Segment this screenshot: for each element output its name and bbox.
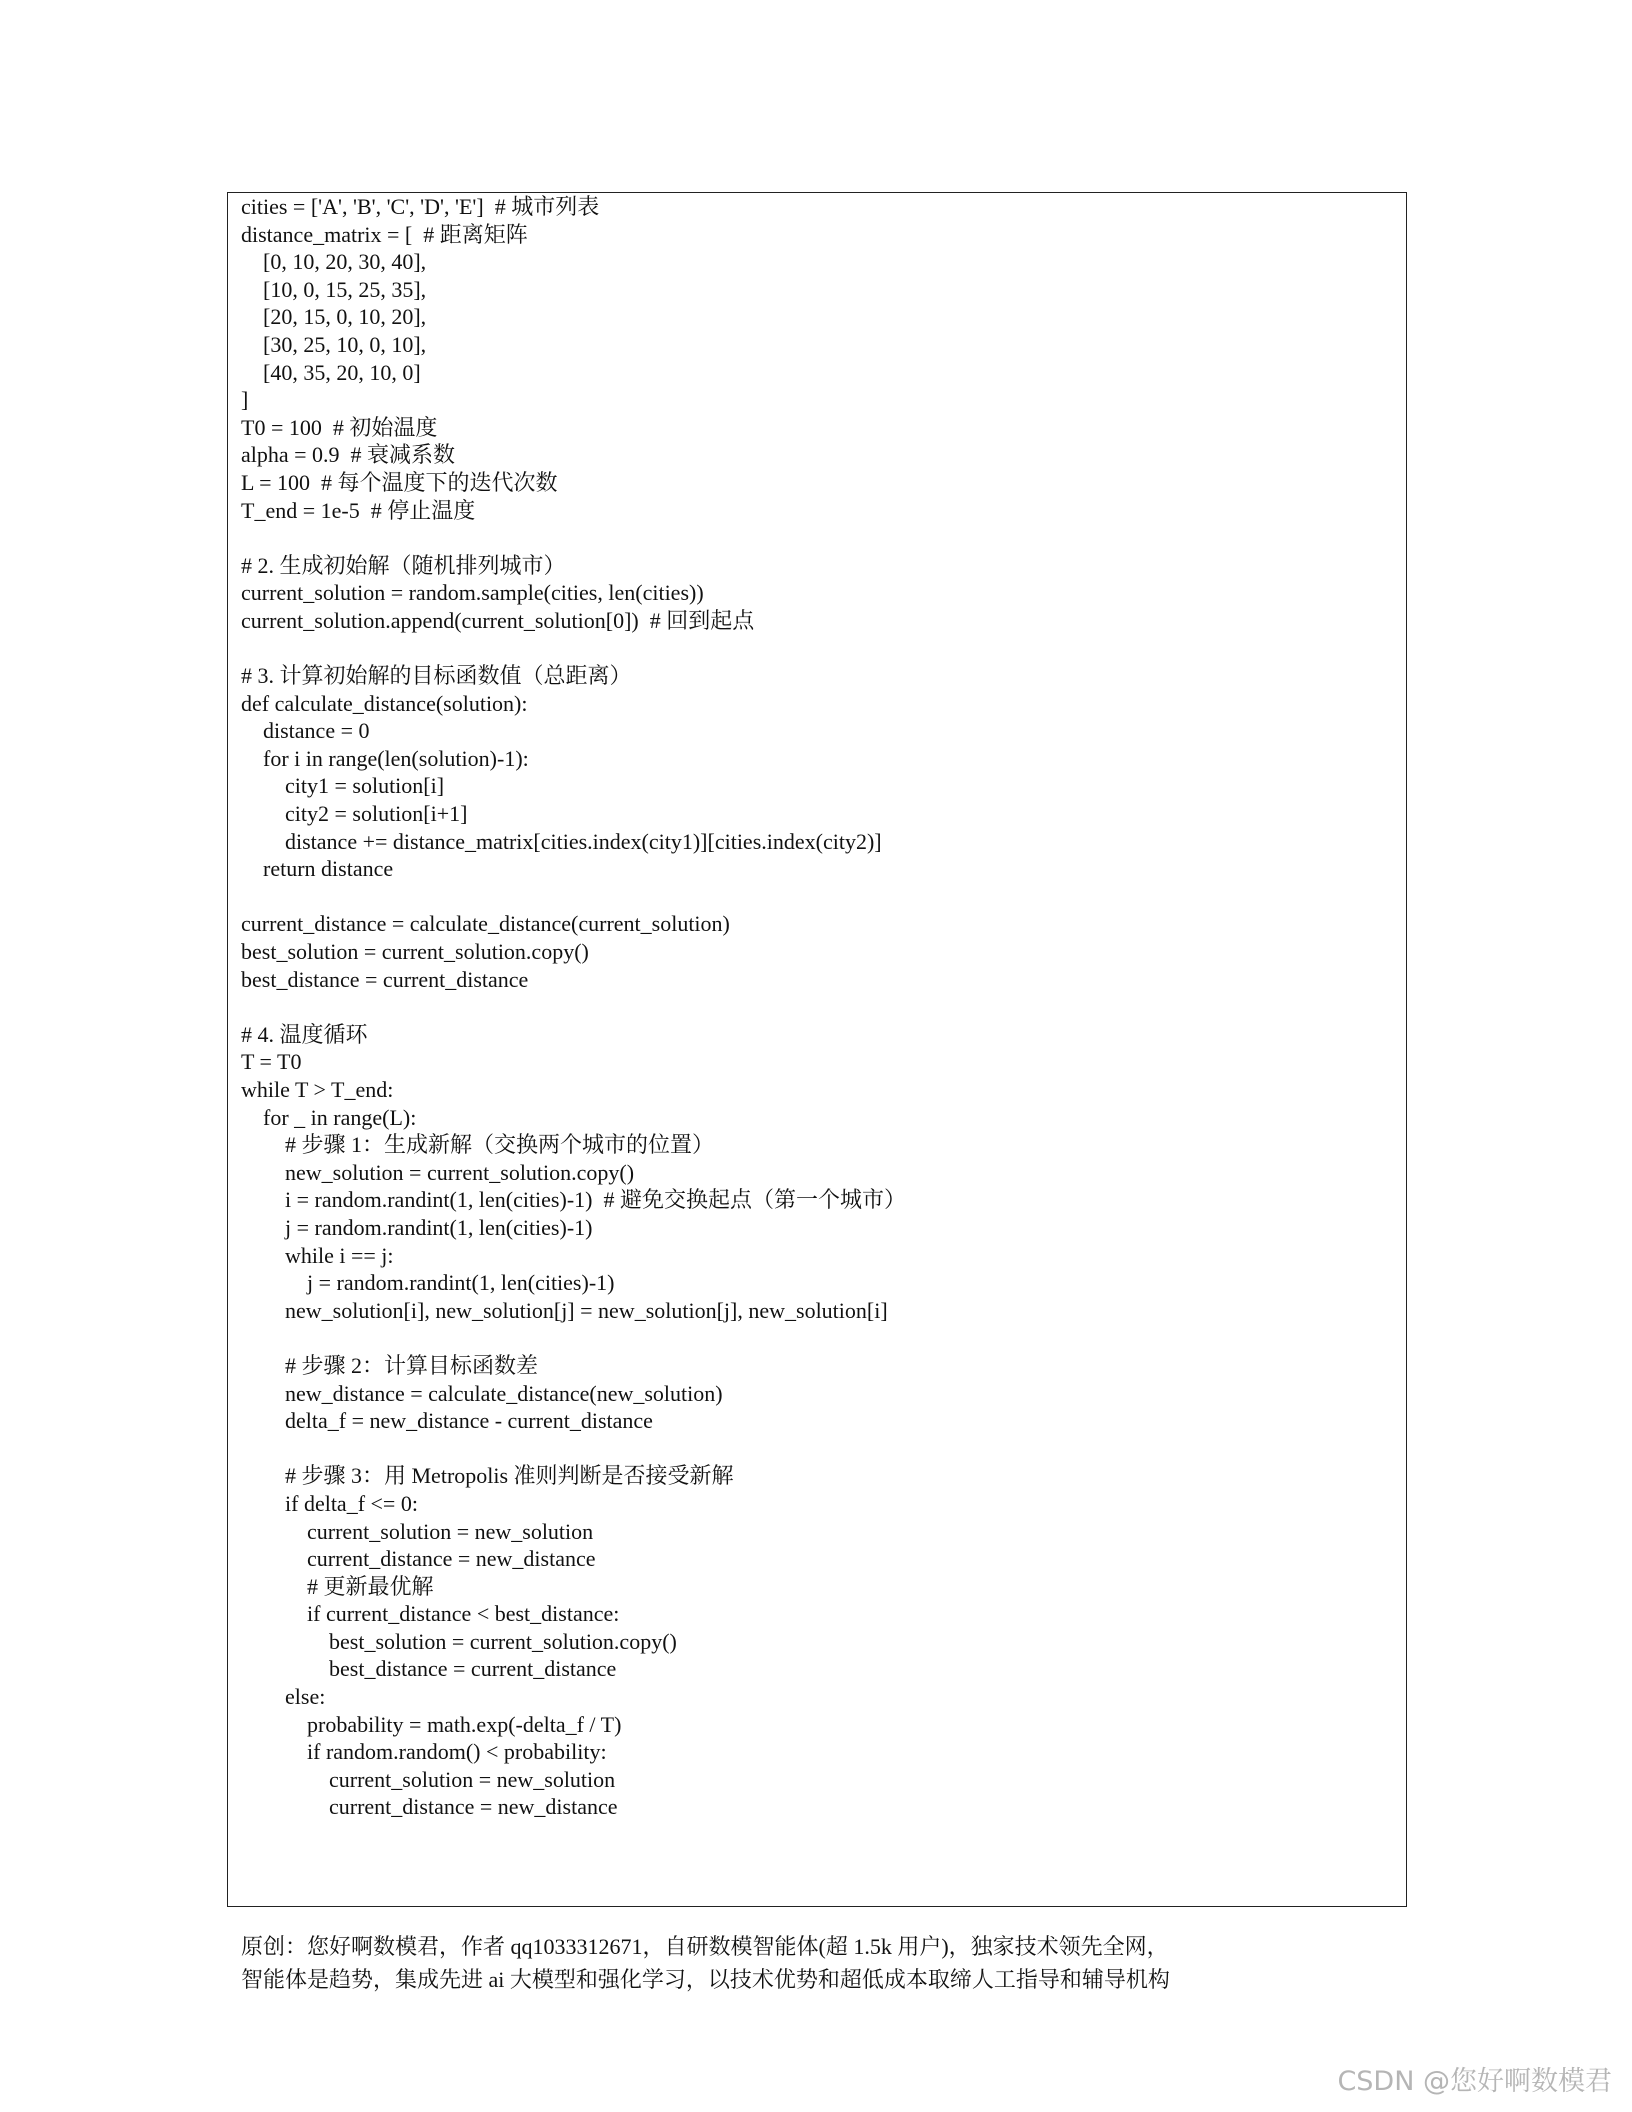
code-line: city2 = solution[i+1]	[241, 801, 468, 827]
code-line: L = 100 # 每个温度下的迭代次数	[241, 469, 558, 495]
code-line	[241, 993, 906, 1021]
code-line: # 步骤 2：计算目标函数差	[241, 1352, 539, 1378]
code-line: T = T0	[241, 1049, 302, 1075]
author-note	[241, 1930, 1170, 1996]
code-line: # 3. 计算初始解的目标函数值（总距离）	[241, 663, 632, 689]
code-line	[241, 635, 906, 663]
code-line: for _ in range(L):	[241, 1104, 417, 1130]
code-line: best_distance = current_distance	[241, 1656, 617, 1682]
code-line: current_solution = new_solution	[241, 1518, 594, 1544]
code-line: current_distance = new_distance	[241, 1546, 596, 1572]
csdn-watermark: CSDN @您好啊数模君	[1337, 2066, 1612, 2097]
code-line: distance += distance_matrix[cities.index(city1)][cities.index(city2)]	[241, 828, 882, 854]
code-line: # 4. 温度循环	[241, 1021, 368, 1047]
code-line: j = random.randint(1, len(cities)-1)	[241, 1214, 593, 1240]
code-line	[241, 1435, 906, 1463]
code-line: def calculate_distance(solution):	[241, 690, 528, 716]
code-line: # 2. 生成初始解（随机排列城市）	[241, 552, 566, 578]
code-line: probability = math.exp(-delta_f / T)	[241, 1711, 622, 1737]
code-line: # 步骤 1：生成新解（交换两个城市的位置）	[241, 1132, 715, 1158]
code-line	[241, 1324, 906, 1352]
author-note-line-1: 原创：您好啊数模君，作者 qq1033312671，自研数模智能体(超 1.5k 用户)，独家技术领先全网，	[241, 1934, 1169, 1959]
code-line: [30, 25, 10, 0, 10],	[241, 331, 427, 357]
code-line: if random.random() < probability:	[241, 1739, 607, 1765]
code-line: current_distance = calculate_distance(current_solution)	[241, 911, 730, 937]
code-lines	[241, 193, 906, 1821]
code-line: # 步骤 3：用 Metropolis 准则判断是否接受新解	[241, 1463, 734, 1489]
code-line: while i == j:	[241, 1242, 394, 1268]
code-line	[241, 883, 906, 911]
code-line: delta_f = new_distance - current_distance	[241, 1408, 653, 1434]
code-line: alpha = 0.9 # 衰减系数	[241, 442, 456, 468]
code-line: T0 = 100 # 初始温度	[241, 414, 438, 440]
code-line: current_solution.append(current_solution[0]) # 回到起点	[241, 607, 755, 633]
code-line: best_solution = current_solution.copy()	[241, 1628, 677, 1654]
code-line: current_solution = random.sample(cities, len(cities))	[241, 580, 704, 606]
code-line: ]	[241, 387, 249, 413]
code-line: if delta_f <= 0:	[241, 1490, 418, 1516]
code-line: [20, 15, 0, 10, 20],	[241, 304, 427, 330]
code-line: new_solution = current_solution.copy()	[241, 1159, 635, 1185]
code-line: best_solution = current_solution.copy()	[241, 939, 589, 965]
code-line: while T > T_end:	[241, 1077, 394, 1102]
code-line: cities = ['A', 'B', 'C', 'D', 'E'] # 城市列表	[241, 194, 600, 219]
author-note-line-2: 智能体是趋势，集成先进 ai 大模型和强化学习，以技术优势和超低成本取缔人工指导和辅导机构	[241, 1967, 1170, 1992]
code-line	[241, 524, 906, 552]
code-line: else:	[241, 1684, 326, 1710]
code-line: [0, 10, 20, 30, 40],	[241, 249, 427, 275]
code-line: [40, 35, 20, 10, 0]	[241, 359, 421, 385]
code-line: # 更新最优解	[241, 1573, 434, 1599]
code-line: new_solution[i], new_solution[j] = new_solution[j], new_solution[i]	[241, 1297, 888, 1323]
code-line: if current_distance < best_distance:	[241, 1601, 620, 1627]
code-line: city1 = solution[i]	[241, 773, 445, 799]
code-line: new_distance = calculate_distance(new_solution)	[241, 1380, 723, 1406]
code-line: T_end = 1e-5 # 停止温度	[241, 497, 476, 523]
code-line: current_solution = new_solution	[241, 1766, 616, 1792]
code-line: j = random.randint(1, len(cities)-1)	[241, 1270, 615, 1296]
code-line: current_distance = new_distance	[241, 1794, 618, 1820]
code-block	[227, 192, 1407, 1907]
code-line: distance = 0	[241, 718, 370, 744]
code-line: best_distance = current_distance	[241, 966, 529, 992]
code-line: distance_matrix = [ # 距离矩阵	[241, 221, 528, 247]
code-line: return distance	[241, 856, 394, 882]
code-line: i = random.randint(1, len(cities)-1) # 避免交换起点（第一个城市）	[241, 1187, 906, 1213]
code-line: for i in range(len(solution)-1):	[241, 745, 529, 771]
code-line: [10, 0, 15, 25, 35],	[241, 276, 427, 302]
